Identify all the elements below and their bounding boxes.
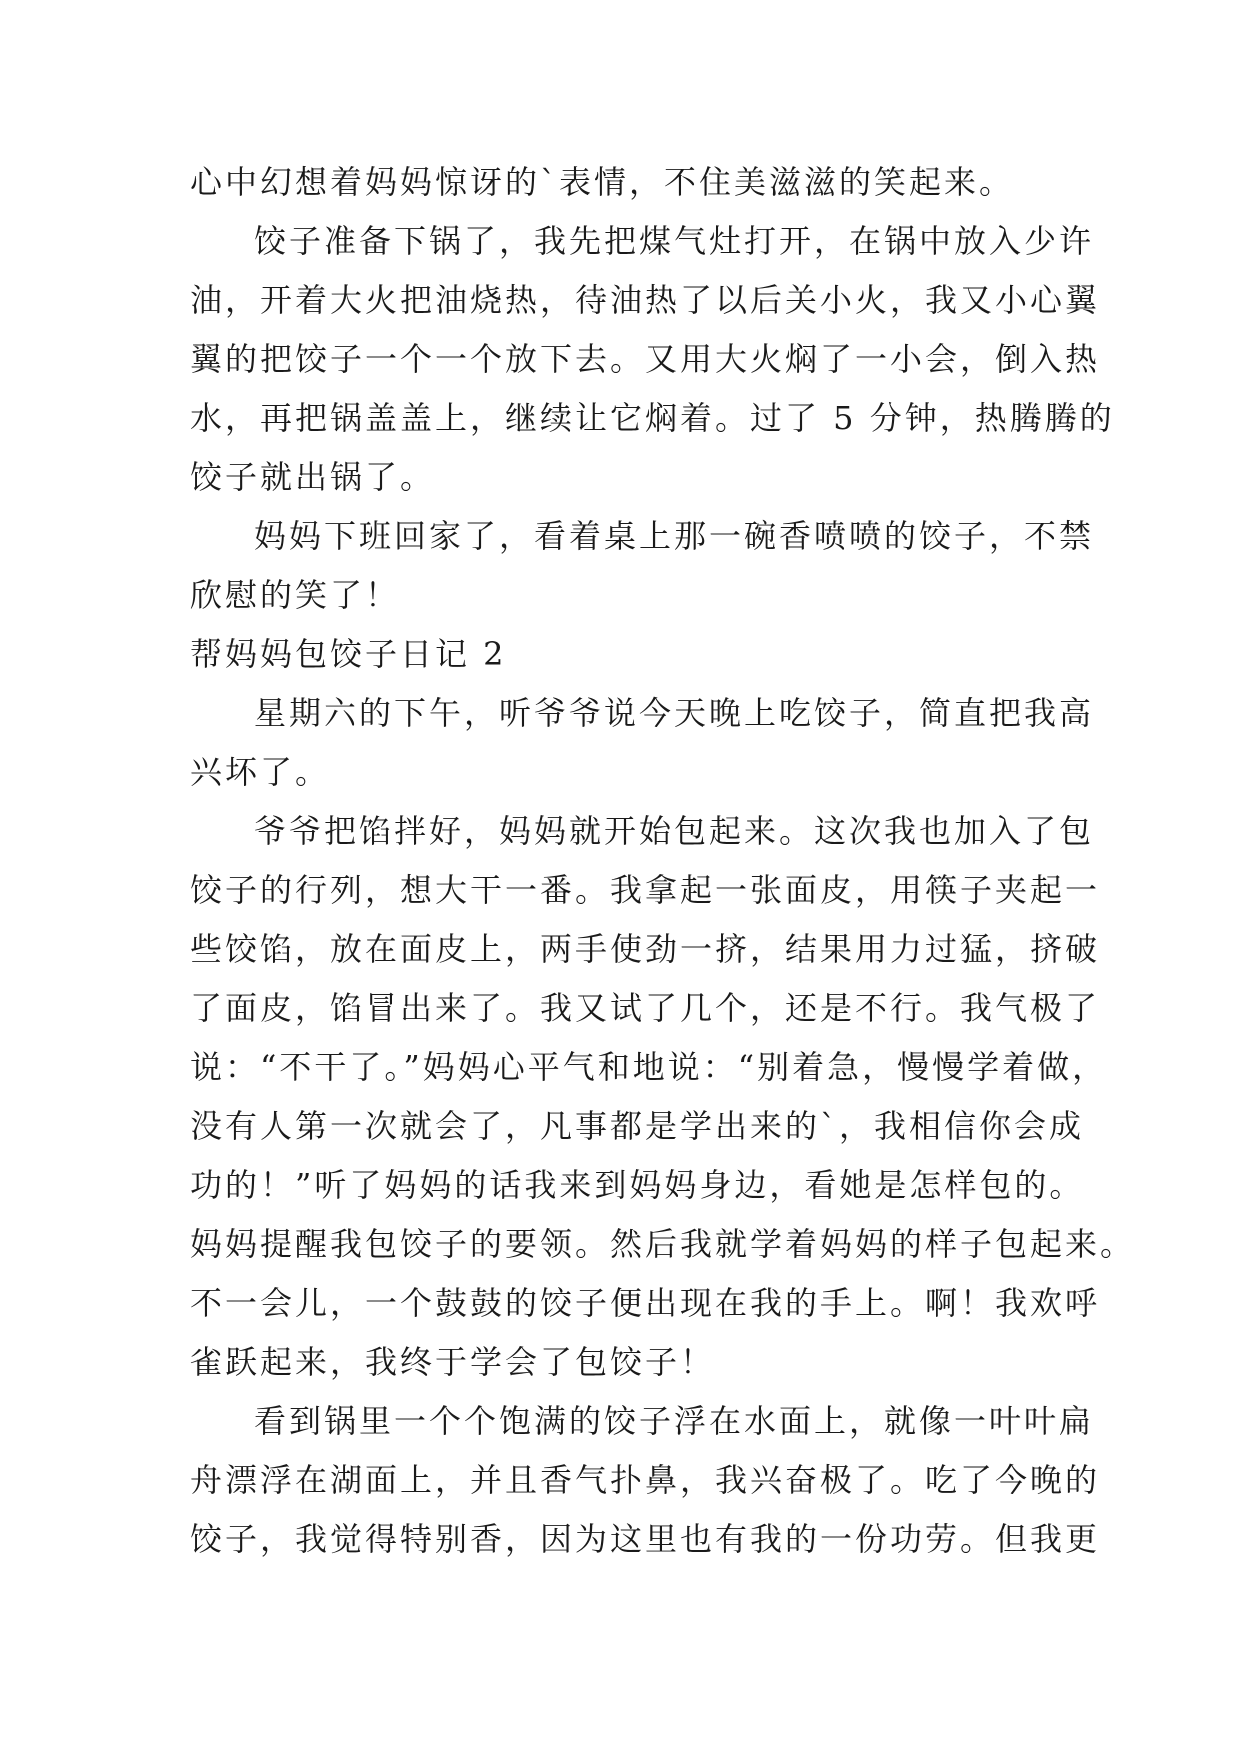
text-line: 雀跃起来，我终于学会了包饺子！ <box>190 1343 716 1381</box>
document-body <box>190 153 1136 1569</box>
text-line: 爷爷把馅拌好，妈妈就开始包起来。这次我也加入了包 <box>254 812 1095 850</box>
text-line: 不一会儿，一个鼓鼓的饺子便出现在我的手上。啊！我欢呼 <box>190 1284 1101 1322</box>
text-line: 水，再把锅盖盖上，继续让它焖着。过了 5 分钟，热腾腾的 <box>190 399 1115 437</box>
text-line: 饺子准备下锅了，我先把煤气灶打开，在锅中放入少许 <box>254 222 1095 260</box>
text-line: 欣慰的笑了！ <box>190 576 401 614</box>
text-line: 心中幻想着妈妈惊讶的`表情，不住美滋滋的笑起来。 <box>190 163 1015 201</box>
text-line: 舟漂浮在湖面上，并且香气扑鼻，我兴奋极了。吃了今晚的 <box>190 1461 1101 1499</box>
text-line: 饺子的行列，想大干一番。我拿起一张面皮，用筷子夹起一 <box>190 871 1101 909</box>
text-line: 兴坏了。 <box>190 753 331 791</box>
text-line: 妈妈提醒我包饺子的要领。然后我就学着妈妈的样子包起来。 <box>190 1225 1136 1263</box>
text-line: 妈妈下班回家了，看着桌上那一碗香喷喷的饺子，不禁 <box>254 517 1095 555</box>
text-line: 功的！”听了妈妈的话我来到妈妈身边，看她是怎样包的。 <box>190 1166 1085 1204</box>
text-line: 没有人第一次就会了，凡事都是学出来的`，我相信你会成 <box>190 1107 1085 1145</box>
text-line: 饺子就出锅了。 <box>190 458 436 496</box>
text-line: 星期六的下午，听爷爷说今天晚上吃饺子，简直把我高 <box>254 694 1095 732</box>
text-line: 了面皮，馅冒出来了。我又试了几个，还是不行。我气极了 <box>190 989 1101 1027</box>
text-line: 说：“不干了。”妈妈心平气和地说：“别着急，慢慢学着做， <box>190 1048 1108 1086</box>
text-line: 饺子，我觉得特别香，因为这里也有我的一份功劳。但我更 <box>190 1520 1101 1558</box>
section-heading: 帮妈妈包饺子日记 2 <box>190 635 507 673</box>
text-line: 看到锅里一个个饱满的饺子浮在水面上，就像一叶叶扁 <box>254 1402 1095 1440</box>
text-line: 些饺馅，放在面皮上，两手使劲一挤，结果用力过猛，挤破 <box>190 930 1101 968</box>
text-line: 油，开着大火把油烧热，待油热了以后关小火，我又小心翼 <box>190 281 1101 319</box>
text-line: 翼的把饺子一个一个放下去。又用大火焖了一小会，倒入热 <box>190 340 1101 378</box>
